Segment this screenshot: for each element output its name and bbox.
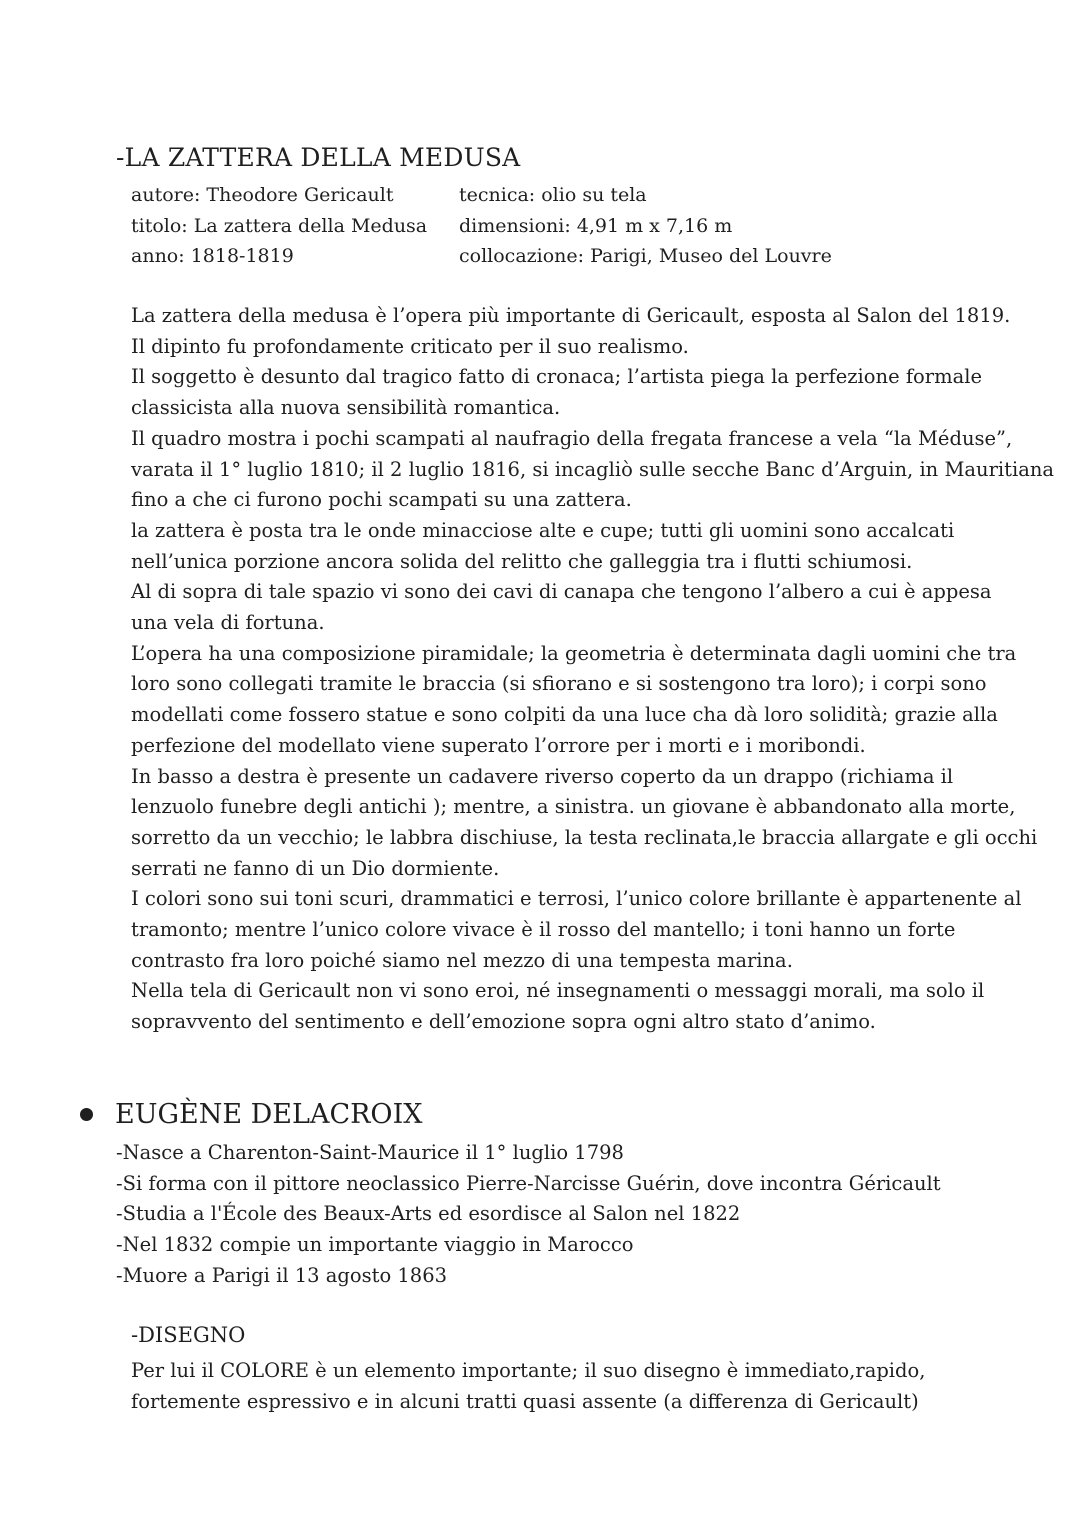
zattera-description [131, 301, 1055, 1038]
text-line: nell’unica porzione ancora solida del relitto che galleggia tra i flutti schiumosi. [131, 549, 913, 573]
disegno-description [131, 1355, 925, 1417]
text-line: sopravvento del sentimento e dell’emozione sopra ogni altro stato d’animo. [131, 1010, 876, 1034]
text-line: Nella tela di Gericault non vi sono eroi, né insegnamenti o messaggi morali, ma solo il [131, 979, 985, 1003]
text-line: Al di sopra di tale spazio vi sono dei cavi di canapa che tengono l’albero a cui è appesa [131, 580, 992, 604]
fact-item: -Nasce a Charenton-Saint-Maurice il 1° luglio 1798 [116, 1141, 624, 1164]
subsection-title-disegno: -DISEGNO [131, 1323, 246, 1347]
fact-item: -Muore a Parigi il 13 agosto 1863 [116, 1263, 448, 1287]
bullet-icon [80, 1108, 93, 1121]
text-line: tramonto; mentre l’unico colore vivace è il rosso del mantello; i toni hanno un forte [131, 918, 956, 942]
artwork-meta-left [131, 180, 427, 272]
text-line: Il dipinto fu profondamente criticato per il suo realismo. [131, 334, 689, 358]
meta-author: autore: Theodore Gericault [131, 184, 394, 206]
text-line: Il quadro mostra i pochi scampati al naufragio della fregata francese a vela “la Méduse”, [131, 426, 1013, 450]
meta-title: titolo: La zattera della Medusa [131, 214, 428, 237]
text-line: perfezione del modellato viene superato l’orrore per i morti e i moribondi. [131, 733, 866, 757]
text-line: la zattera è posta tra le onde minacciose alte e cupe; tutti gli uomini sono accalcati [131, 518, 955, 542]
fact-item: -Si forma con il pittore neoclassico Pierre-Narcisse Guérin, dove incontra Géricault [116, 1171, 941, 1195]
meta-dimensions: dimensioni: 4,91 m x 7,16 m [459, 214, 733, 237]
text-line: Il soggetto è desunto dal tragico fatto di cronaca; l’artista piega la perfezione formale [131, 365, 982, 389]
meta-location: collocazione: Parigi, Museo del Louvre [459, 245, 832, 267]
text-line: L’opera ha una composizione piramidale; la geometria è determinata dagli uomini che tra [131, 641, 1017, 665]
text-line: classicista alla nuova sensibilità romantica. [131, 396, 561, 420]
text-line: loro sono collegati tramite le braccia (si sfiorano e si sostengono tra loro); i corpi sono [131, 672, 987, 696]
section-title-delacroix [80, 1099, 422, 1130]
text-line: I colori sono sui toni scuri, drammatici e terrosi, l’unico colore brillante è appartenente al [131, 887, 1022, 911]
text-line: fortemente espressivo e in alcuni tratti quasi assente (a differenza di Gericault) [131, 1390, 919, 1413]
text-line: varata il 1° luglio 1810; il 2 luglio 1816, si incagliò sulle secche Banc d’Arguin, in Mauritiana [131, 457, 1055, 481]
fact-item: -Nel 1832 compie un importante viaggio in Marocco [116, 1233, 634, 1257]
text-line: La zattera della medusa è l’opera più importante di Gericault, esposta al Salon del 1819. [131, 304, 1011, 327]
text-line: serrati ne fanno di un Dio dormiente. [131, 856, 500, 880]
artwork-meta-right [459, 180, 832, 272]
text-line: lenzuolo funebre degli antichi ); mentre, a sinistra. un giovane è abbandonato alla morte, [131, 795, 1016, 819]
section-title-zattera: -LA ZATTERA DELLA MEDUSA [116, 143, 521, 172]
text-line: sorretto da un vecchio; le labbra dischiuse, la testa reclinata,le braccia allargate e gli occhi [131, 825, 1038, 849]
text-line: contrasto fra loro poiché siamo nel mezzo di una tempesta marina. [131, 948, 793, 972]
meta-technique: tecnica: olio su tela [459, 184, 647, 206]
delacroix-facts [116, 1138, 941, 1292]
meta-year: anno: 1818-1819 [131, 245, 294, 267]
text-line: In basso a destra è presente un cadavere riverso coperto da un drappo (richiama il [131, 764, 954, 788]
text-line: fino a che ci furono pochi scampati su una zattera. [131, 488, 632, 512]
text-line: Per lui il COLORE è un elemento importante; il suo disegno è immediato,rapido, [131, 1359, 926, 1382]
section-title-text: EUGÈNE DELACROIX [115, 1099, 423, 1130]
text-line: modellati come fossero statue e sono colpiti da una luce cha dà loro solidità; grazie alla [131, 703, 998, 727]
text-line: una vela di fortuna. [131, 611, 325, 635]
fact-item: -Studia a l'École des Beaux-Arts ed esordisce al Salon nel 1822 [116, 1202, 741, 1226]
